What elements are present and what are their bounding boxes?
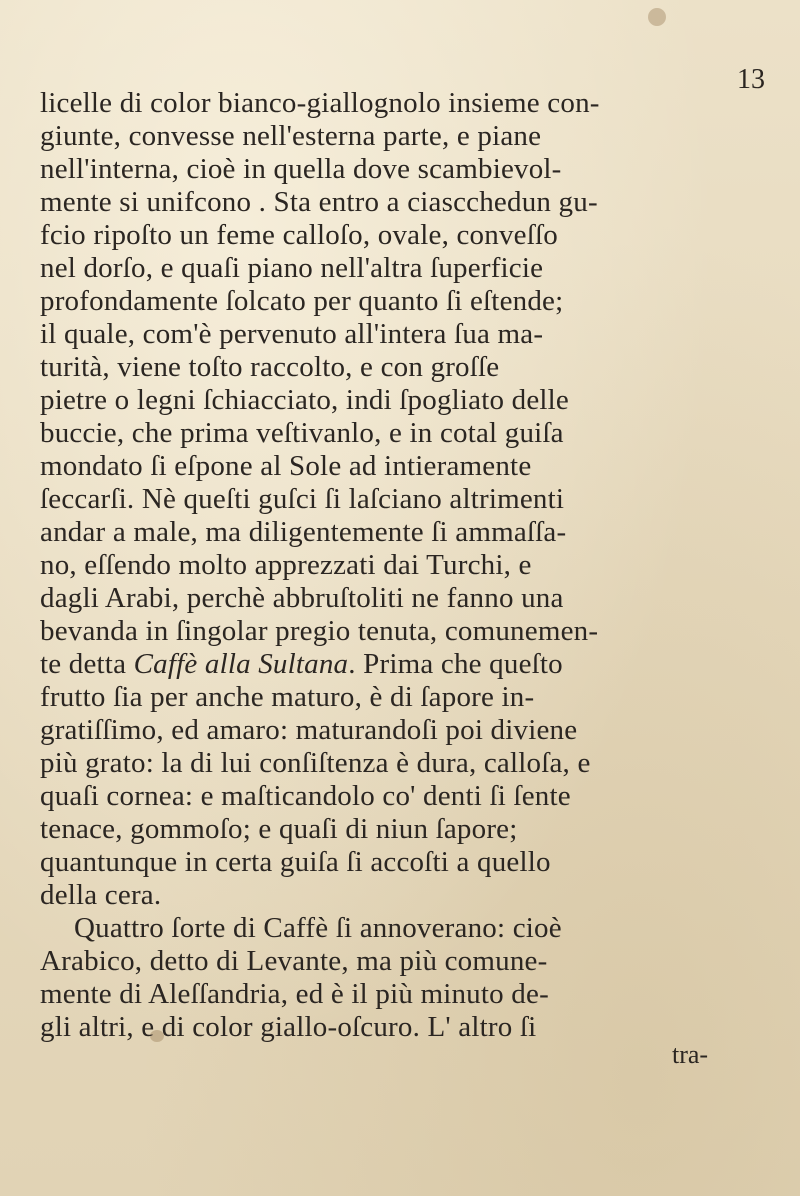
page-number: 13: [737, 64, 765, 95]
text-line: quantunque in certa guiſa ſi accoſti a quello: [40, 846, 551, 878]
text-line: tenace, gommoſo; e quaſi di niun ſapore;: [40, 813, 518, 845]
text-line: mente si unifcono . Sta entro a ciascchedun gu-: [40, 186, 598, 218]
text-line: gratiſſimo, ed amaro: maturandoſi poi diviene: [40, 714, 578, 746]
text-line: nell'interna, cioè in quella dove scambievol-: [40, 153, 562, 185]
text-line: mondato ſi eſpone al Sole ad intieramente: [40, 450, 532, 482]
text-line: ſeccarſi. Nè queſti guſci ſi laſciano altrimenti: [40, 483, 565, 515]
text-line: della cera.: [40, 879, 162, 911]
text-line: fcio ripoſto un feme calloſo, ovale, conveſſo: [40, 219, 558, 251]
text-line: mente di Aleſſandria, ed è il più minuto de-: [40, 978, 549, 1010]
text-line: giunte, convesse nell'esterna parte, e piane: [40, 120, 542, 152]
italic-phrase: Caffè alla Sultana: [133, 648, 349, 680]
text-line: licelle di color bianco-giallognolo insieme con-: [40, 87, 600, 119]
text-line: dagli Arabi, perchè abbruſtoliti ne fanno una: [40, 582, 564, 614]
text-line: frutto ſia per anche maturo, è di ſapore in-: [40, 681, 535, 713]
paper-stain: [648, 8, 666, 26]
text-line: Arabico, detto di Levante, ma più comune-: [40, 945, 548, 977]
text-line: no, eſſendo molto apprezzati dai Turchi, e: [40, 549, 532, 581]
text-line: gli altri, e di color giallo-oſcuro. L' altro ſi: [40, 1011, 537, 1043]
text-line: buccie, che prima veſtivanlo, e in cotal guiſa: [40, 417, 564, 449]
text-line: pietre o legni ſchiacciato, indi ſpogliato delle: [40, 384, 570, 416]
text-line: profondamente ſolcato per quanto ſi eſtende;: [40, 285, 564, 317]
text-line: quaſi cornea: e maſticandolo co' denti ſi ſente: [40, 780, 571, 812]
text-line-end: . Prima che queſto: [348, 648, 563, 680]
text-line: nel dorſo, e quaſi piano nell'altra ſuperficie: [40, 252, 544, 284]
text-line: [40, 647, 563, 681]
text-line: il quale, com'è pervenuto all'intera ſua ma-: [40, 318, 544, 350]
text-line: turità, viene toſto raccolto, e con groſſe: [40, 351, 500, 383]
text-line: Quattro ſorte di Caffè ſi annoverano: cioè: [74, 912, 562, 944]
text-line: più grato: la di lui conſiſtenza è dura, calloſa, e: [40, 747, 591, 779]
catchword: tra-: [672, 1040, 709, 1069]
text-line: andar a male, ma diligentemente ſi ammaſſa-: [40, 516, 567, 548]
text-line-start: te detta: [40, 648, 134, 680]
text-line: bevanda in ſingolar pregio tenuta, comunemen-: [40, 615, 599, 647]
